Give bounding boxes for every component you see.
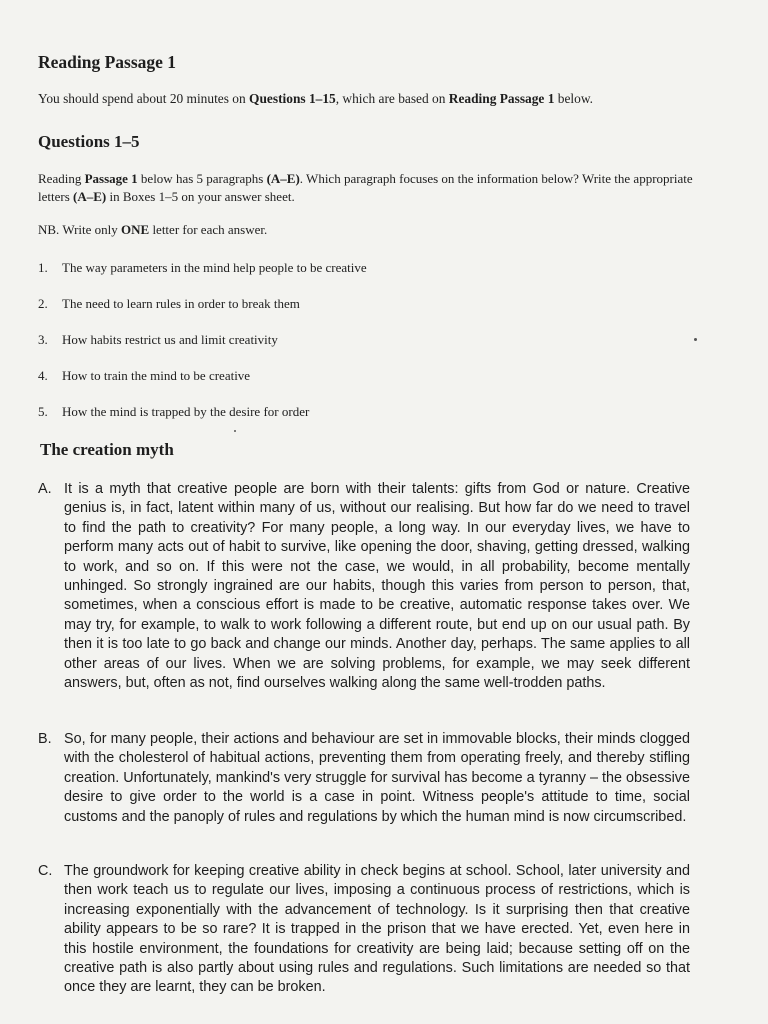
- question-text: The way parameters in the mind help people to be creative: [62, 260, 367, 275]
- question-text: How habits restrict us and limit creativity: [62, 332, 278, 347]
- page-title: Reading Passage 1: [38, 52, 177, 72]
- nb-note: NB. Write only ONE letter for each answer.: [38, 222, 268, 237]
- paragraph-letter: C.: [38, 863, 53, 879]
- question-number: 4.: [38, 368, 48, 383]
- question-text: The need to learn rules in order to break them: [62, 296, 300, 311]
- question-item: [38, 330, 367, 366]
- paragraph-c: [38, 862, 690, 998]
- paragraph-a: [38, 480, 690, 693]
- question-item: [38, 258, 367, 294]
- question-text: How the mind is trapped by the desire for order: [62, 404, 310, 419]
- questions-heading: Questions 1–5: [38, 132, 140, 151]
- paragraph-text: It is a myth that creative people are born with their talents: gifts from God or nature. Creative genius is, in fact, latent within many of us, without our realising. But how far do we need to travel to find the path to creativity? For many people, a long way. In our everyday lives, we have to perform many acts out of habit to survive, like opening the door, shaving, getting dressed, walking to work, and so on. If this were not the case, we would, in all probability, become mentally unhinged. So strongly ingrained are our habits, though this varies from person to person, that, sometimes, when a conscious effort is made to be creative, automatic response takes over. We may try, for example, to walk to work following a different route, but end up on our usual path. By then it is too late to go back and change our minds. Another day, perhaps. The same applies to all other areas of our lives. When we are solving problems, for example, we may seek different answers, but, often as not, find ourselves walking along the same well-trodden paths.: [64, 481, 690, 692]
- question-number: 5.: [38, 404, 48, 419]
- paragraph-text: So, for many people, their actions and behaviour are set in immovable blocks, their minds clogged with the cholesterol of habitual actions, preventing them from operating freely, and thereby stifling creation. Unfortunately, mankind's very struggle for survival has become a tyranny – the obsessive desire to give order to the world is a case in point. Witness people's attitude to time, social customs and the panoply of rules and regulations by which the human mind is now circumscribed.: [64, 731, 690, 825]
- scan-speck: [234, 430, 236, 432]
- question-number: 1.: [38, 260, 48, 275]
- question-list: [38, 258, 367, 438]
- question-item: [38, 402, 367, 438]
- paragraph-b: [38, 730, 690, 827]
- question-item: [38, 294, 367, 330]
- passage-title: The creation myth: [40, 440, 174, 459]
- paragraph-letter: A.: [38, 481, 52, 497]
- scan-speck: [694, 338, 697, 341]
- question-number: 2.: [38, 296, 48, 311]
- paragraph-text: The groundwork for keeping creative ability in check begins at school. School, later university and then work teach us to regulate our lives, imposing a continuous process of restrictions, which is increasing exponentially with the advancement of technology. Is it surprising then that creative ability appears to be so rare? It is trapped in the prison that we have erected. Yet, even here in this hostile environment, the foundations for creativity are being laid; because setting off on the creative path is also partly about using rules and regulations. Such limitations are needed so that once they are learnt, they can be broken.: [64, 863, 690, 996]
- paragraph-letter: B.: [38, 731, 52, 747]
- question-text: How to train the mind to be creative: [62, 368, 251, 383]
- time-instruction: You should spend about 20 minutes on Questions 1–15, which are based on Reading Passage 1 below.: [38, 91, 593, 106]
- question-item: [38, 366, 367, 402]
- questions-intro: Reading Passage 1 below has 5 paragraphs (A–E). Which paragraph focuses on the information below? Write the appropriate letters (A–E) in Boxes 1–5 on your answer sheet.: [38, 171, 693, 204]
- question-number: 3.: [38, 332, 48, 347]
